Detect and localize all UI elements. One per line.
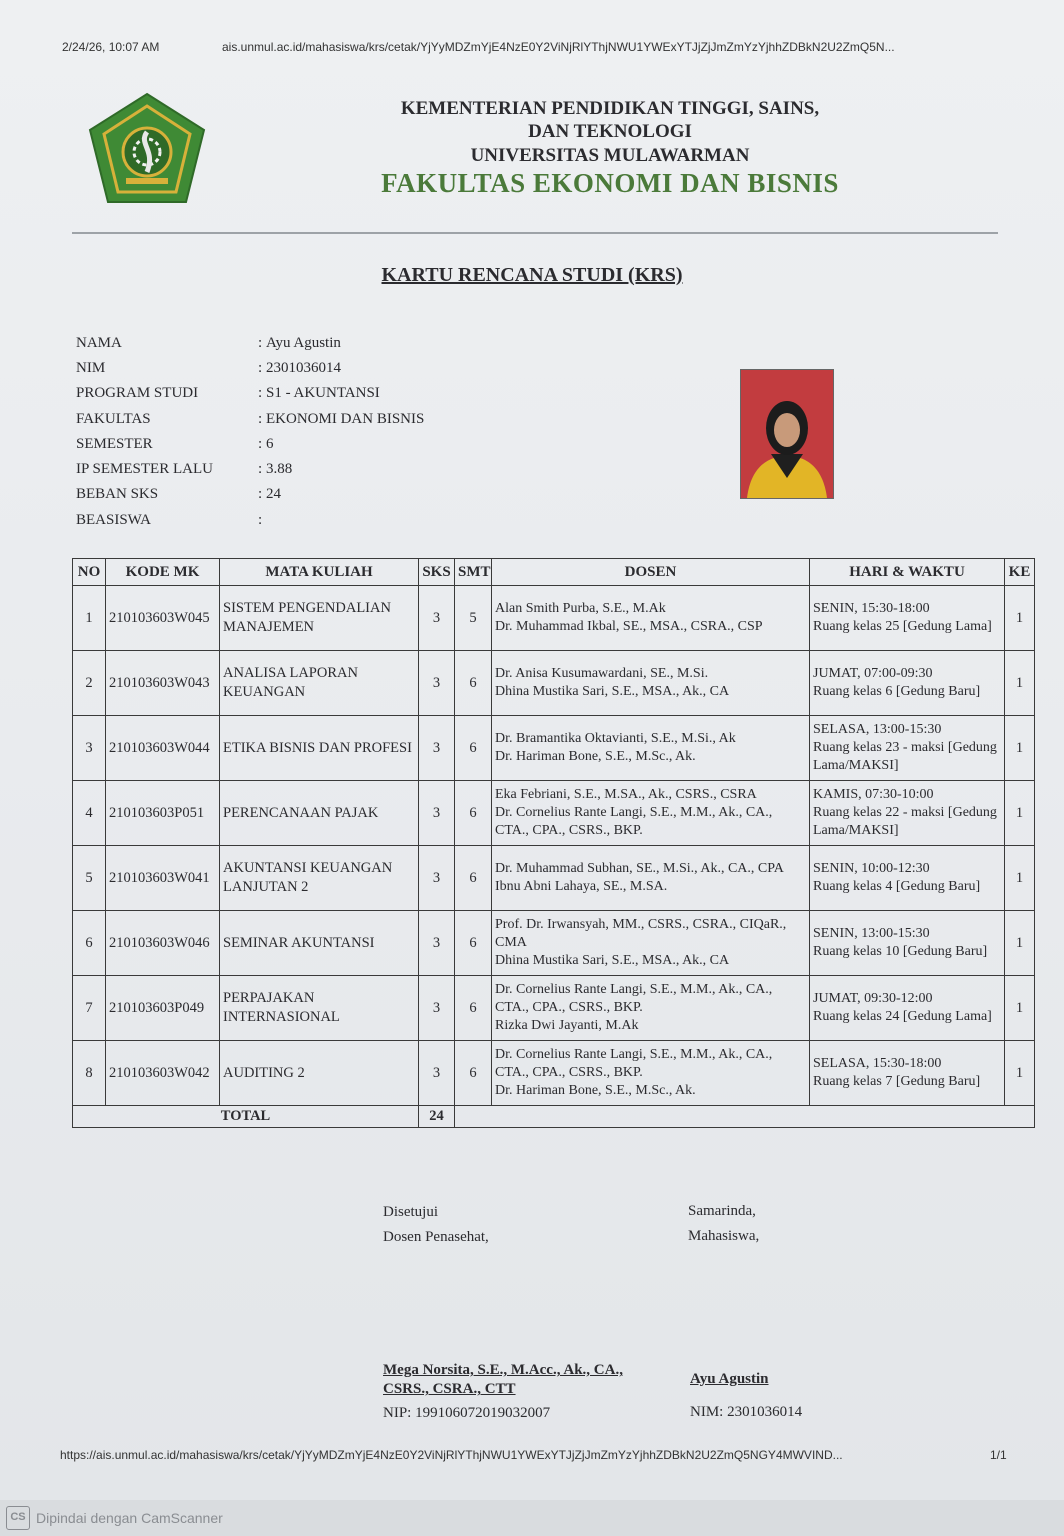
cell-ke: 1 xyxy=(1005,716,1035,781)
cell-dosen: Dr. Cornelius Rante Langi, S.E., M.M., Ak., CA., CTA., CPA., CSRS., BKP. Rizka Dwi Jayanti, M.Ak xyxy=(492,976,810,1041)
table-row xyxy=(73,846,1035,911)
info-label: FAKULTAS xyxy=(76,411,151,427)
cell-no: 2 xyxy=(73,651,106,716)
faculty-name: FAKULTAS EKONOMI DAN BISNIS xyxy=(381,168,839,198)
cell-waktu: SENIN, 15:30-18:00 Ruang kelas 25 [Gedung Lama] xyxy=(810,586,1005,651)
cell-kode: 210103603W046 xyxy=(106,911,220,976)
student-photo xyxy=(740,369,834,499)
cell-sks: 3 xyxy=(419,976,455,1041)
cell-no: 6 xyxy=(73,911,106,976)
info-value: 24 xyxy=(266,486,281,502)
total-sks: 24 xyxy=(419,1106,455,1128)
cell-waktu: KAMIS, 07:30-10:00 Ruang kelas 22 - maksi [Gedung Lama/MAKSI] xyxy=(810,781,1005,846)
cell-kode: 210103603P051 xyxy=(106,781,220,846)
info-label: NAMA xyxy=(76,335,122,351)
cell-no: 7 xyxy=(73,976,106,1041)
table-row xyxy=(73,1041,1035,1106)
info-label: IP SEMESTER LALU xyxy=(76,461,213,477)
cell-smt: 6 xyxy=(455,1041,492,1106)
cell-smt: 5 xyxy=(455,586,492,651)
cell-dosen: Dr. Bramantika Oktavianti, S.E., M.Si., Ak Dr. Hariman Bone, S.E., M.Sc., Ak. xyxy=(492,716,810,781)
cell-waktu: SENIN, 13:00-15:30 Ruang kelas 10 [Gedung Baru] xyxy=(810,911,1005,976)
cell-no: 3 xyxy=(73,716,106,781)
cell-smt: 6 xyxy=(455,846,492,911)
ministry-name-line2: DAN TEKNOLOGI xyxy=(528,121,692,142)
cell-no: 8 xyxy=(73,1041,106,1106)
scanned-page: 2/24/26, 10:07 AM ais.unmul.ac.id/mahasiswa/krs/cetak/YjYyMDZmYjE4NzE0Y2ViNjRlYThjNWU1YWExYTJjZjJmZmYzYjhhZDBkN2U2ZmQ5N... KEMENTERIAN PENDIDIKAN TINGGI, SAINS, DAN TEKNOLOGI UNIVERSITAS MULAWARMAN FAKULTAS EKONOMI DAN BISNIS KARTU RENCANA STUDI (KRS) NAMA : Ayu Agustin NIM : 2301036014 PROGRAM STUDI : S1 - AKUNTANSI FAKULTAS : EKONOMI DAN BISNIS SEMESTER : 6 IP SEMESTER LALU : 3.88 BEBAN SKS : 24 BEASISWA : NO KODE MK MATA KULIAH SKS SMT DOSEN HARI & WAKTU KE 1 210103603W045 SISTEM PENGENDALIAN MANAJEMEN 3 5 Alan Smith Purba, S.E., M.Ak Dr. Muhammad Ikbal, SE., MSA., CSRA., CSP SENIN, 15:30-18:00 Ruang kelas 25 [Gedung Lama] 1 2 210103603W043 ANALISA LAPORAN KEUANGAN 3 6 Dr. Anisa Kusumawardani, SE., M.Si. Dhina Mustika Sari, S.E., MSA., Ak., CA JUMAT, 07:00-09:30 Ruang kelas 6 [Gedung Baru] 1 3 210103603W044 ETIKA BISNIS DAN PROFESI 3 6 Dr. Bramantika Oktavianti, S.E., M.Si., Ak Dr. Hariman Bone, S.E., M.Sc., Ak. SELASA, 13:00-15:30 Ruang kelas 23 - maksi [Gedung Lama/MAKSI] 1 4 210103603P051 PERENCANAAN PAJAK 3 6 Eka Febriani, S.E., M.SA., Ak., CSRS., CSRA Dr. Cornelius Rante Langi, S.E., M.M., Ak., CA., CTA., CPA., CSRS., BKP. KAMIS, 07:30-10:00 Ruang kelas 22 - maksi [Gedung Lama/MAKSI] 1 5 210103603W041 AKUNTANSI KEUANGAN LANJUTAN 2 3 6 Dr. Muhammad Subhan, SE., M.Si., Ak., CA., CPA Ibnu Abni Lahaya, SE., M.SA. SENIN, 10:00-12:30 Ruang kelas 4 [Gedung Baru] 1 6 210103603W046 SEMINAR AKUNTANSI 3 6 Prof. Dr. Irwansyah, MM., CSRS., CSRA., CIQaR., CMA Dhina Mustika Sari, S.E., MSA., Ak., CA SENIN, 13:00-15:30 Ruang kelas 10 [Gedung Baru] 1 7 210103603P049 PERPAJAKAN INTERNASIONAL 3 6 Dr. Cornelius Rante Langi, S.E., M.M., Ak., CA., CTA., CPA., CSRS., BKP. Rizka Dwi Jayanti, M.Ak JUMAT, 09:30-12:00 Ruang kelas 24 [Gedung Lama] 1 8 210103603W042 AUDITING 2 3 6 Dr. Cornelius Rante Langi, S.E., M.M., Ak., CA., CTA., CPA., CSRS., BKP. Dr. Hariman Bone, S.E., M.Sc., Ak. SELASA, 15:30-18:00 Ruang kelas 7 [Gedung Baru] 1 TOTAL 24 Disetujui Dosen Penasehat, Samarinda, Mahasiswa, Mega Norsita, S.E., M.Acc., Ak., CA., CSRS., CSRA., CTT NIP: 199106072019032007 Ayu Agustin NIM: 2301036014 https://ais.unmul.ac.id/mahasiswa/krs/cetak/YjYyMDZmYjE4NzE0Y2ViNjRlYThjNWU1YWExYTJjZjJmZmYzYjhhZDBkN2U2ZmQ5NGY4MWVIND... 1/1 xyxy=(0,0,1064,1500)
info-value: 3.88 xyxy=(266,461,293,477)
camscanner-icon: CS xyxy=(6,1506,30,1530)
approval-label: Disetujui xyxy=(383,1204,438,1220)
col-header-sks: SKS xyxy=(419,559,455,586)
cell-dosen: Dr. Muhammad Subhan, SE., M.Si., Ak., CA., CPA Ibnu Abni Lahaya, SE., M.SA. xyxy=(492,846,810,911)
cell-smt: 6 xyxy=(455,976,492,1041)
cell-sks: 3 xyxy=(419,781,455,846)
cell-dosen: Eka Febriani, S.E., M.SA., Ak., CSRS., CSRA Dr. Cornelius Rante Langi, S.E., M.M., Ak., CA., CTA., CPA., CSRS., BKP. xyxy=(492,781,810,846)
cell-ke: 1 xyxy=(1005,1041,1035,1106)
cell-no: 4 xyxy=(73,781,106,846)
print-datetime: 2/24/26, 10:07 AM xyxy=(62,40,160,54)
advisor-nip: NIP: 199106072019032007 xyxy=(383,1405,551,1421)
cell-matkul: ETIKA BISNIS DAN PROFESI xyxy=(220,716,419,781)
university-logo-icon xyxy=(86,92,208,208)
student-nim: NIM: 2301036014 xyxy=(690,1404,803,1420)
sign-place: Samarinda, xyxy=(688,1203,756,1219)
page-number: 1/1 xyxy=(990,1448,1007,1462)
cell-smt: 6 xyxy=(455,651,492,716)
table-row xyxy=(73,716,1035,781)
info-value: S1 - AKUNTANSI xyxy=(266,385,380,401)
cell-smt: 6 xyxy=(455,716,492,781)
info-value: 6 xyxy=(266,436,274,452)
university-name: UNIVERSITAS MULAWARMAN xyxy=(470,145,750,166)
info-label: PROGRAM STUDI xyxy=(76,385,199,401)
ministry-name-line1: KEMENTERIAN PENDIDIKAN TINGGI, SAINS, xyxy=(400,98,820,119)
scanner-watermark-text: Dipindai dengan CamScanner xyxy=(36,1510,223,1526)
info-label: BEASISWA xyxy=(76,512,152,528)
student-role: Mahasiswa, xyxy=(688,1228,760,1244)
cell-sks: 3 xyxy=(419,1041,455,1106)
scanner-watermark xyxy=(6,1506,223,1530)
cell-sks: 3 xyxy=(419,846,455,911)
total-empty xyxy=(455,1106,1035,1128)
cell-dosen: Dr. Anisa Kusumawardani, SE., M.Si. Dhina Mustika Sari, S.E., MSA., Ak., CA xyxy=(492,651,810,716)
cell-waktu: SELASA, 15:30-18:00 Ruang kelas 7 [Gedung Baru] xyxy=(810,1041,1005,1106)
document-title: KARTU RENCANA STUDI (KRS) xyxy=(381,264,683,286)
cell-no: 5 xyxy=(73,846,106,911)
info-label: NIM xyxy=(76,360,106,376)
cell-ke: 1 xyxy=(1005,651,1035,716)
cell-kode: 210103603W042 xyxy=(106,1041,220,1106)
info-label: SEMESTER xyxy=(76,436,153,452)
cell-smt: 6 xyxy=(455,781,492,846)
cell-matkul: PERPAJAKAN INTERNASIONAL xyxy=(220,976,419,1041)
cell-waktu: JUMAT, 09:30-12:00 Ruang kelas 24 [Gedung Lama] xyxy=(810,976,1005,1041)
cell-matkul: ANALISA LAPORAN KEUANGAN xyxy=(220,651,419,716)
cell-dosen: Alan Smith Purba, S.E., M.Ak Dr. Muhammad Ikbal, SE., MSA., CSRA., CSP xyxy=(492,586,810,651)
col-header-smt: SMT xyxy=(455,559,492,586)
cell-kode: 210103603P049 xyxy=(106,976,220,1041)
cell-ke: 1 xyxy=(1005,911,1035,976)
cell-matkul: AUDITING 2 xyxy=(220,1041,419,1106)
student-signature-name: Ayu Agustin xyxy=(690,1371,769,1387)
table-total-row xyxy=(73,1106,1035,1128)
advisor-role: Dosen Penasehat, xyxy=(383,1229,489,1245)
cell-matkul: AKUNTANSI KEUANGAN LANJUTAN 2 xyxy=(220,846,419,911)
advisor-name-line2: CSRS., CSRA., CTT xyxy=(383,1381,516,1397)
table-row xyxy=(73,781,1035,846)
table-row xyxy=(73,586,1035,651)
cell-sks: 3 xyxy=(419,911,455,976)
info-value: Ayu Agustin xyxy=(266,335,341,351)
total-label: TOTAL xyxy=(73,1106,419,1128)
cell-no: 1 xyxy=(73,586,106,651)
col-header-matkul: MATA KULIAH xyxy=(220,559,419,586)
table-row xyxy=(73,651,1035,716)
info-value: EKONOMI DAN BISNIS xyxy=(266,411,425,427)
cell-matkul: SEMINAR AKUNTANSI xyxy=(220,911,419,976)
table-row xyxy=(73,976,1035,1041)
table-row xyxy=(73,911,1035,976)
col-header-kode: KODE MK xyxy=(106,559,220,586)
cell-matkul: PERENCANAAN PAJAK xyxy=(220,781,419,846)
cell-waktu: SELASA, 13:00-15:30 Ruang kelas 23 - maksi [Gedung Lama/MAKSI] xyxy=(810,716,1005,781)
cell-sks: 3 xyxy=(419,716,455,781)
cell-ke: 1 xyxy=(1005,976,1035,1041)
cell-dosen: Prof. Dr. Irwansyah, MM., CSRS., CSRA., CIQaR., CMA Dhina Mustika Sari, S.E., MSA., Ak., CA xyxy=(492,911,810,976)
cell-waktu: JUMAT, 07:00-09:30 Ruang kelas 6 [Gedung Baru] xyxy=(810,651,1005,716)
cell-ke: 1 xyxy=(1005,781,1035,846)
cell-smt: 6 xyxy=(455,911,492,976)
info-value: 2301036014 xyxy=(266,360,341,376)
cell-kode: 210103603W041 xyxy=(106,846,220,911)
header-divider xyxy=(72,232,998,234)
cell-kode: 210103603W043 xyxy=(106,651,220,716)
print-url: ais.unmul.ac.id/mahasiswa/krs/cetak/YjYyMDZmYjE4NzE0Y2ViNjRlYThjNWU1YWExYTJjZjJmZmYzYjhhZDBkN2U2ZmQ5N... xyxy=(222,40,895,54)
col-header-dosen: DOSEN xyxy=(492,559,810,586)
cell-ke: 1 xyxy=(1005,586,1035,651)
cell-sks: 3 xyxy=(419,651,455,716)
col-header-no: NO xyxy=(73,559,106,586)
cell-kode: 210103603W044 xyxy=(106,716,220,781)
col-header-waktu: HARI & WAKTU xyxy=(810,559,1005,586)
student-portrait-icon xyxy=(741,370,833,498)
cell-matkul: SISTEM PENGENDALIAN MANAJEMEN xyxy=(220,586,419,651)
cell-kode: 210103603W045 xyxy=(106,586,220,651)
print-footer-url: https://ais.unmul.ac.id/mahasiswa/krs/cetak/YjYyMDZmYjE4NzE0Y2ViNjRlYThjNWU1YWExYTJjZjJmZmYzYjhhZDBkN2U2ZmQ5NGY4MWVIND... xyxy=(60,1448,843,1462)
cell-dosen: Dr. Cornelius Rante Langi, S.E., M.M., Ak., CA., CTA., CPA., CSRS., BKP. Dr. Hariman Bone, S.E., M.Sc., Ak. xyxy=(492,1041,810,1106)
advisor-name-line1: Mega Norsita, S.E., M.Acc., Ak., CA., xyxy=(383,1362,623,1378)
krs-table xyxy=(72,558,1035,1128)
table-header-row xyxy=(73,559,1035,586)
col-header-ke: KE xyxy=(1005,559,1035,586)
info-label: BEBAN SKS xyxy=(76,486,159,502)
cell-ke: 1 xyxy=(1005,846,1035,911)
cell-waktu: SENIN, 10:00-12:30 Ruang kelas 4 [Gedung Baru] xyxy=(810,846,1005,911)
cell-sks: 3 xyxy=(419,586,455,651)
